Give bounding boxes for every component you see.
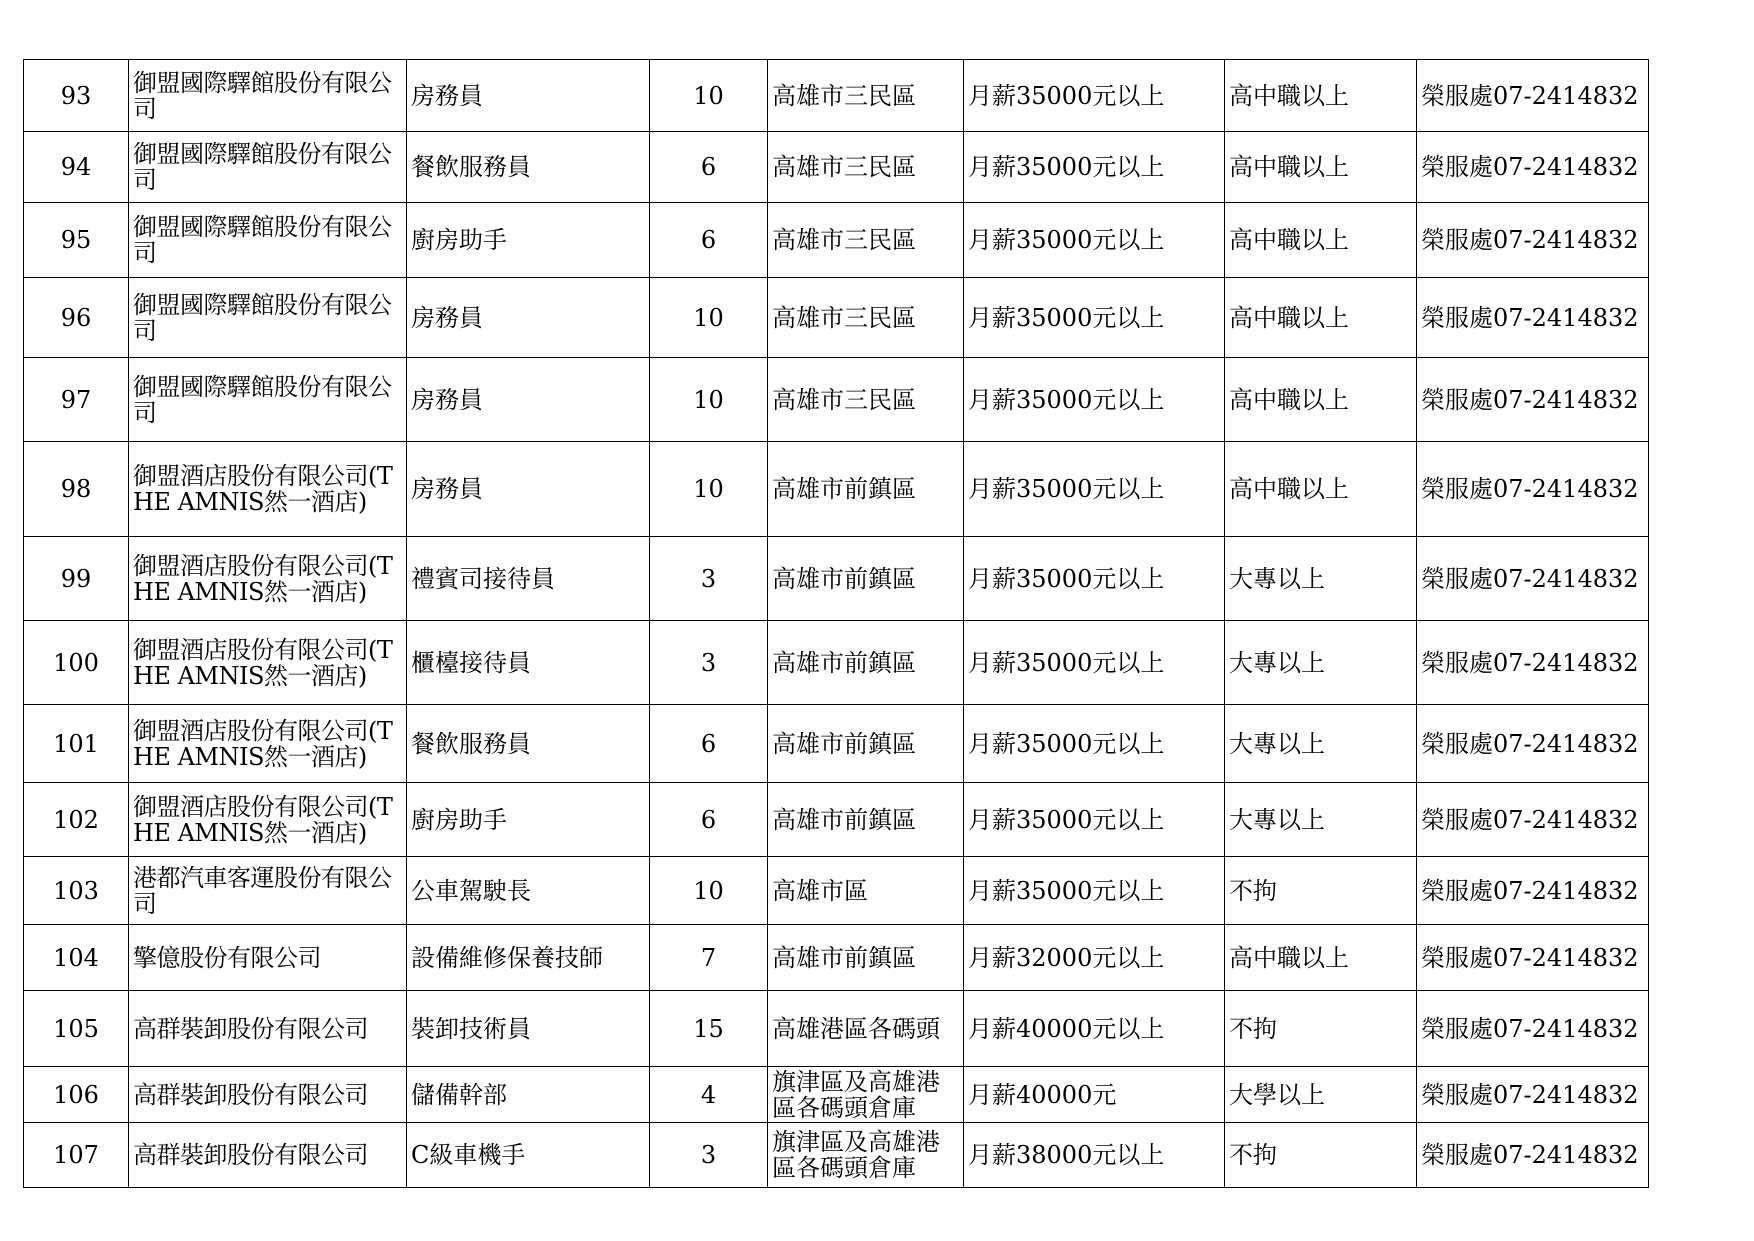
- salary: 月薪35000元以上: [964, 783, 1225, 857]
- work-location: 高雄市前鎮區: [768, 537, 964, 621]
- position-title: 櫃檯接待員: [407, 621, 650, 705]
- education-requirement: 不拘: [1225, 1123, 1417, 1188]
- table-row: [24, 705, 1649, 783]
- work-location: 高雄市三民區: [768, 132, 964, 203]
- row-number: 101: [24, 705, 129, 783]
- row-number: 95: [24, 203, 129, 278]
- table-row: [24, 537, 1649, 621]
- position-title: 房務員: [407, 60, 650, 132]
- row-number: 99: [24, 537, 129, 621]
- row-number: 103: [24, 857, 129, 925]
- education-requirement: 大專以上: [1225, 537, 1417, 621]
- salary: 月薪35000元以上: [964, 621, 1225, 705]
- openings-count: 15: [650, 991, 768, 1067]
- table-row: [24, 132, 1649, 203]
- education-requirement: 大專以上: [1225, 783, 1417, 857]
- row-number: 97: [24, 358, 129, 442]
- education-requirement: 大專以上: [1225, 621, 1417, 705]
- table-row: [24, 857, 1649, 925]
- table-row: [24, 278, 1649, 358]
- position-title: 禮賓司接待員: [407, 537, 650, 621]
- contact-info: 榮服處07-2414832: [1417, 925, 1649, 991]
- education-requirement: 高中職以上: [1225, 203, 1417, 278]
- contact-info: 榮服處07-2414832: [1417, 132, 1649, 203]
- openings-count: 6: [650, 783, 768, 857]
- position-title: 裝卸技術員: [407, 991, 650, 1067]
- row-number: 96: [24, 278, 129, 358]
- salary: 月薪35000元以上: [964, 857, 1225, 925]
- row-number: 94: [24, 132, 129, 203]
- work-location: 高雄港區各碼頭: [768, 991, 964, 1067]
- table-row: [24, 991, 1649, 1067]
- position-title: 餐飲服務員: [407, 132, 650, 203]
- row-number: 107: [24, 1123, 129, 1188]
- position-title: 廚房助手: [407, 783, 650, 857]
- contact-info: 榮服處07-2414832: [1417, 537, 1649, 621]
- contact-info: 榮服處07-2414832: [1417, 1067, 1649, 1123]
- position-title: C級車機手: [407, 1123, 650, 1188]
- table-row: [24, 1123, 1649, 1188]
- contact-info: 榮服處07-2414832: [1417, 358, 1649, 442]
- openings-count: 10: [650, 278, 768, 358]
- company-name: 御盟酒店股份有限公司(THE AMNIS然一酒店): [129, 783, 407, 857]
- openings-count: 4: [650, 1067, 768, 1123]
- row-number: 102: [24, 783, 129, 857]
- contact-info: 榮服處07-2414832: [1417, 203, 1649, 278]
- work-location: 高雄市前鎮區: [768, 925, 964, 991]
- openings-count: 10: [650, 60, 768, 132]
- salary: 月薪35000元以上: [964, 132, 1225, 203]
- table-row: [24, 442, 1649, 537]
- work-location: 高雄市前鎮區: [768, 621, 964, 705]
- education-requirement: 高中職以上: [1225, 132, 1417, 203]
- education-requirement: 大學以上: [1225, 1067, 1417, 1123]
- row-number: 100: [24, 621, 129, 705]
- education-requirement: 大專以上: [1225, 705, 1417, 783]
- work-location: 高雄市前鎮區: [768, 783, 964, 857]
- salary: 月薪35000元以上: [964, 203, 1225, 278]
- contact-info: 榮服處07-2414832: [1417, 857, 1649, 925]
- education-requirement: 高中職以上: [1225, 278, 1417, 358]
- contact-info: 榮服處07-2414832: [1417, 783, 1649, 857]
- table-row: [24, 621, 1649, 705]
- openings-count: 10: [650, 857, 768, 925]
- position-title: 公車駕駛長: [407, 857, 650, 925]
- contact-info: 榮服處07-2414832: [1417, 1123, 1649, 1188]
- company-name: 擎億股份有限公司: [129, 925, 407, 991]
- salary: 月薪32000元以上: [964, 925, 1225, 991]
- table-row: [24, 925, 1649, 991]
- openings-count: 3: [650, 1123, 768, 1188]
- work-location: 高雄市前鎮區: [768, 442, 964, 537]
- company-name: 御盟國際驛館股份有限公司: [129, 278, 407, 358]
- table-row: [24, 60, 1649, 132]
- table-row: [24, 1067, 1649, 1123]
- openings-count: 6: [650, 203, 768, 278]
- education-requirement: 不拘: [1225, 857, 1417, 925]
- position-title: 房務員: [407, 442, 650, 537]
- work-location: 高雄市三民區: [768, 358, 964, 442]
- position-title: 房務員: [407, 278, 650, 358]
- row-number: 106: [24, 1067, 129, 1123]
- table-body: [24, 60, 1649, 1188]
- work-location: 高雄市三民區: [768, 203, 964, 278]
- education-requirement: 高中職以上: [1225, 925, 1417, 991]
- position-title: 設備維修保養技師: [407, 925, 650, 991]
- contact-info: 榮服處07-2414832: [1417, 991, 1649, 1067]
- position-title: 餐飲服務員: [407, 705, 650, 783]
- openings-count: 7: [650, 925, 768, 991]
- table-row: [24, 358, 1649, 442]
- row-number: 93: [24, 60, 129, 132]
- job-listings-table: [23, 59, 1649, 1188]
- company-name: 御盟酒店股份有限公司(THE AMNIS然一酒店): [129, 621, 407, 705]
- row-number: 104: [24, 925, 129, 991]
- contact-info: 榮服處07-2414832: [1417, 621, 1649, 705]
- salary: 月薪35000元以上: [964, 278, 1225, 358]
- company-name: 御盟酒店股份有限公司(THE AMNIS然一酒店): [129, 442, 407, 537]
- contact-info: 榮服處07-2414832: [1417, 278, 1649, 358]
- position-title: 房務員: [407, 358, 650, 442]
- contact-info: 榮服處07-2414832: [1417, 705, 1649, 783]
- salary: 月薪40000元: [964, 1067, 1225, 1123]
- company-name: 高群裝卸股份有限公司: [129, 991, 407, 1067]
- salary: 月薪35000元以上: [964, 358, 1225, 442]
- salary: 月薪35000元以上: [964, 442, 1225, 537]
- salary: 月薪35000元以上: [964, 60, 1225, 132]
- company-name: 御盟國際驛館股份有限公司: [129, 132, 407, 203]
- education-requirement: 高中職以上: [1225, 358, 1417, 442]
- work-location: 高雄市區: [768, 857, 964, 925]
- education-requirement: 高中職以上: [1225, 60, 1417, 132]
- openings-count: 10: [650, 442, 768, 537]
- contact-info: 榮服處07-2414832: [1417, 442, 1649, 537]
- position-title: 儲備幹部: [407, 1067, 650, 1123]
- position-title: 廚房助手: [407, 203, 650, 278]
- contact-info: 榮服處07-2414832: [1417, 60, 1649, 132]
- company-name: 高群裝卸股份有限公司: [129, 1067, 407, 1123]
- openings-count: 3: [650, 621, 768, 705]
- company-name: 御盟酒店股份有限公司(THE AMNIS然一酒店): [129, 537, 407, 621]
- company-name: 御盟國際驛館股份有限公司: [129, 203, 407, 278]
- work-location: 旗津區及高雄港區各碼頭倉庫: [768, 1067, 964, 1123]
- education-requirement: 高中職以上: [1225, 442, 1417, 537]
- row-number: 105: [24, 991, 129, 1067]
- row-number: 98: [24, 442, 129, 537]
- salary: 月薪35000元以上: [964, 705, 1225, 783]
- table-row: [24, 783, 1649, 857]
- salary: 月薪35000元以上: [964, 537, 1225, 621]
- company-name: 御盟國際驛館股份有限公司: [129, 60, 407, 132]
- work-location: 高雄市三民區: [768, 60, 964, 132]
- work-location: 旗津區及高雄港區各碼頭倉庫: [768, 1123, 964, 1188]
- openings-count: 10: [650, 358, 768, 442]
- company-name: 御盟酒店股份有限公司(THE AMNIS然一酒店): [129, 705, 407, 783]
- salary: 月薪40000元以上: [964, 991, 1225, 1067]
- table-row: [24, 203, 1649, 278]
- openings-count: 3: [650, 537, 768, 621]
- work-location: 高雄市三民區: [768, 278, 964, 358]
- company-name: 高群裝卸股份有限公司: [129, 1123, 407, 1188]
- salary: 月薪38000元以上: [964, 1123, 1225, 1188]
- openings-count: 6: [650, 132, 768, 203]
- education-requirement: 不拘: [1225, 991, 1417, 1067]
- company-name: 御盟國際驛館股份有限公司: [129, 358, 407, 442]
- company-name: 港都汽車客運股份有限公司: [129, 857, 407, 925]
- work-location: 高雄市前鎮區: [768, 705, 964, 783]
- openings-count: 6: [650, 705, 768, 783]
